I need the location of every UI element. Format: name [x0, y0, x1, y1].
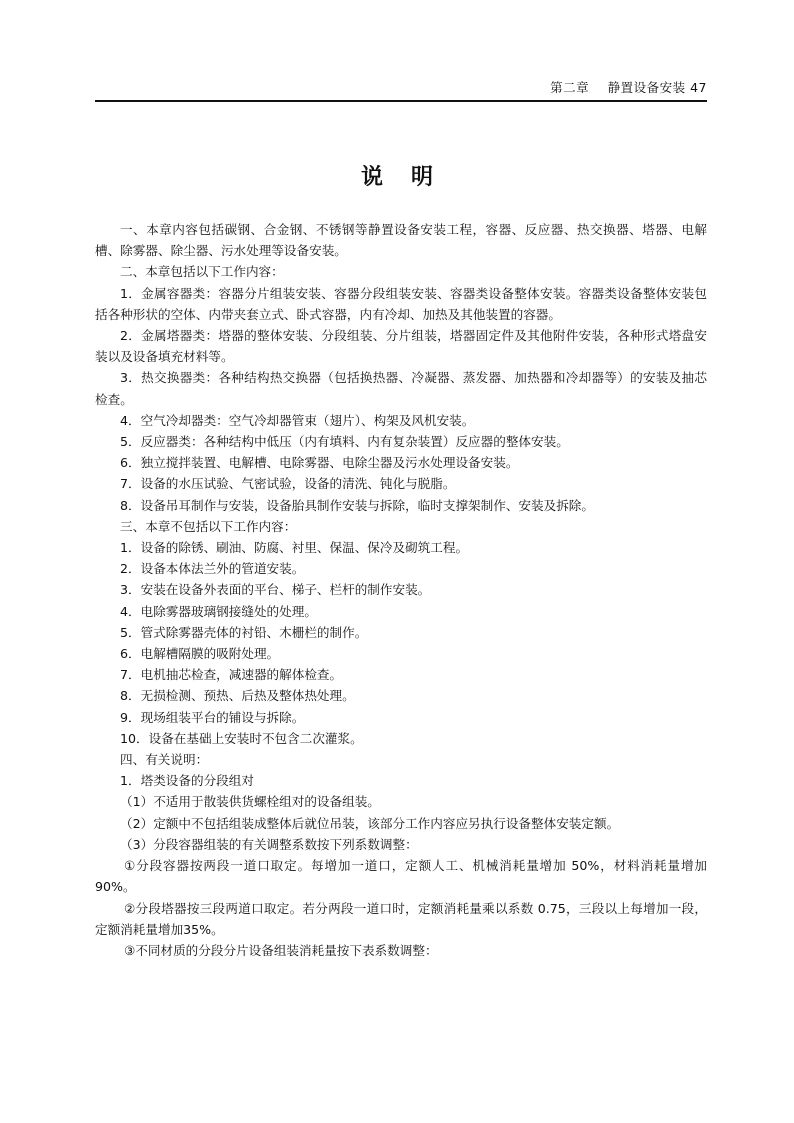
paragraph: 1．塔类设备的分段组对	[120, 773, 254, 789]
paragraph: ①分段容器按两段一道口取定。每增加一道口，定额人工、机械消耗量增加 50%，材料消耗量增加90%。	[95, 858, 707, 895]
body-text	[95, 219, 707, 961]
paragraph: 3．热交换器类：各种结构热交换器（包括换热器、冷凝器、蒸发器、加热器和冷却器等）的安装及抽芯检查。	[95, 370, 707, 407]
paragraph: 三、本章不包括以下工作内容：	[120, 518, 297, 534]
paragraph: 2．金属塔器类：塔器的整体安装、分段组装、分片组装，塔器固定件及其他附件安装，各种形式塔盘安装以及设备填充材料等。	[95, 328, 707, 365]
paragraph: 1．设备的除锈、刷油、防腐、衬里、保温、保冷及砌筑工程。	[120, 540, 469, 556]
paragraph: 8．无损检测、预热、后热及整体热处理。	[120, 688, 355, 704]
paragraph: 5．反应器类：各种结构中低压（内有填料、内有复杂装置）反应器的整体安装。	[120, 434, 569, 450]
paragraph: 10．设备在基础上安装时不包含二次灌浆。	[120, 730, 363, 746]
paragraph: 6．电解槽隔膜的吸附处理。	[120, 646, 280, 662]
paragraph: ②分段塔器按三段两道口取定。若分两段一道口时，定额消耗量乘以系数 0.75，三段以上每增加一段，定额消耗量增加35%。	[95, 900, 707, 937]
paragraph: 二、本章包括以下工作内容：	[120, 264, 284, 280]
paragraph: 8．设备吊耳制作与安装，设备胎具制作安装与拆除，临时支撑架制作、安装及拆除。	[120, 497, 594, 513]
paragraph: 6．独立搅拌装置、电解槽、电除雾器、电除尘器及污水处理设备安装。	[120, 455, 519, 471]
page-title: 说明	[360, 165, 461, 190]
paragraph: 7．设备的水压试验、气密试验，设备的清洗、钝化与脱脂。	[120, 476, 456, 492]
paragraph: ③不同材质的分段分片设备组装消耗量按下表系数调整：	[124, 942, 438, 958]
paragraph: 一、本章内容包括碳钢、合金钢、不锈钢等静置设备安装工程，容器、反应器、热交换器、塔器、电解槽、除雾器、除尘器、污水处理等设备安装。	[95, 222, 707, 259]
chapter-label: 第二章	[550, 80, 590, 95]
paragraph: 5．管式除雾器壳体的衬铅、木栅栏的制作。	[120, 624, 368, 640]
paragraph: （1）不适用于散装供货螺栓组对的设备组装。	[120, 794, 380, 810]
header-rule	[95, 100, 707, 102]
paragraph: 9．现场组装平台的铺设与拆除。	[120, 709, 305, 725]
paragraph: 4．电除雾器玻璃钢接缝处的处理。	[120, 603, 317, 619]
running-header	[95, 78, 707, 96]
paragraph: 4．空气冷却器类：空气冷却器管束（翅片）、构架及风机安装。	[120, 412, 475, 428]
paragraph: 1．金属容器类：容器分片组装安装、容器分段组装安装、容器类设备整体安装。容器类设备整体安装包括各种形状的空体、内带夹套立式、卧式容器，内有冷却、加热及其他装置的容器。	[95, 285, 707, 322]
paragraph: 2．设备本体法兰外的管道安装。	[120, 561, 305, 577]
page-number: 47	[690, 80, 707, 95]
paragraph: （3）分段容器组装的有关调整系数按下列系数调整：	[120, 836, 418, 852]
paragraph: 四、有关说明：	[120, 752, 209, 768]
section-title: 静置设备安装	[607, 80, 686, 95]
paragraph: 7．电机抽芯检查，减速器的解体检查。	[120, 667, 343, 683]
paragraph: 3．安装在设备外表面的平台、梯子、栏杆的制作安装。	[120, 582, 431, 598]
paragraph: （2）定额中不包括组装成整体后就位吊装，该部分工作内容应另执行设备整体安装定额。	[120, 815, 620, 831]
